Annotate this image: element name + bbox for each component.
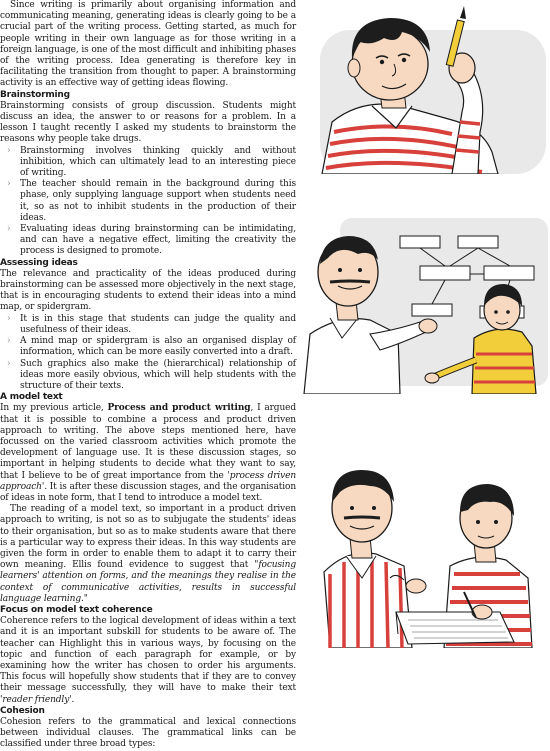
- assessing-ideas-paragraph: The relevance and practicality of the ideas produced during brainstorming can be assessed more objectively in the next stage, that is in encouraging students to extend their ideas into a mind map, or spidergram.: [0, 268, 296, 313]
- model-text-paragraph-1: [0, 403, 296, 504]
- article-title-reference: Process and product writing: [107, 403, 251, 414]
- mind-map-illustration: [300, 214, 548, 394]
- bullet-item: › The teacher should remain in the background during this phase, only supplying language support when students need it, so as not to inhibit students in the production of their ideas.: [20, 179, 296, 224]
- model-p2-part-a: The reading of a model text, so important in a product driven approach to writing, is not so as to subjugate the students' ideas to their organisation, but so as to make students aware that there is a particular way to express their ideas. In this way students are given the form in order to enable them to adapt it to carry their own meaning. Ellis found evidence to suggest that: [0, 504, 296, 571]
- cohesion-paragraph: Cohesion refers to the grammatical and lexical connections between individual clauses. The grammatical links can be classified under three broad types:: [0, 717, 296, 750]
- coherence-paragraph: [0, 616, 296, 706]
- bullet-item: › It is in this stage that students can judge the quality and usefulness of their ideas.: [20, 314, 296, 336]
- mind-map-svg: [300, 214, 548, 394]
- reader-friendly-phrase: 'reader friendly': [0, 694, 72, 705]
- model-text-heading: A model text: [0, 392, 63, 403]
- model-p1-part-a: In my previous article,: [0, 403, 108, 414]
- assessing-bullet-list: [0, 314, 296, 392]
- model-p1-part-b: , I argued that it is possible to combine a process and product driven approach to writing. The above steps mentioned here, have focussed on the varied classroom activities which promote the development of language use. It is these discussion stages, so important in helping students to decide what they want to say, that I believe to be of great importance from the ': [0, 403, 296, 481]
- brainstorming-bullet-list: [0, 146, 296, 258]
- boy-thinking-illustration: [302, 2, 548, 174]
- brainstorming-heading: Brainstorming: [0, 89, 70, 100]
- cohesion-heading: Cohesion: [0, 705, 45, 716]
- intro-paragraph: Since writing is primarily about organising information and communicating meaning, generating ideas is clearly going to be a crucial part of the writing process. Getting started, as much for people writing in their own language as for those writing in a foreign language, is one of the most difficult and inhibiting phases of the writing process. Idea generating is therefore key in facilitating the transition from thought to paper. A brainstorming activity is an effective way of getting ideas flowing.: [0, 0, 296, 89]
- brainstorming-paragraph: Brainstorming consists of group discussion. Students might discuss an idea, the answer to or reasons for a problem. In a lesson I taught recently I asked my students to brainstorm the reasons why people take drugs.: [0, 100, 296, 145]
- writing-svg: [300, 462, 548, 648]
- bullet-item: › Brainstorming involves thinking quickly and without inhibition, which can ultimately lead to an interesting piece of writing.: [20, 146, 296, 180]
- ellis-quote: "focusing learners' attention on forms, and the meanings they realise in the context of communicative activities, results in successful language learning.": [0, 560, 296, 604]
- model-text-paragraph-2: [0, 504, 296, 605]
- model-p1-part-c: '. It is after these discussion stages, and the organisation of ideas in note form, that I tend to introduce a model text.: [0, 481, 296, 503]
- coherence-part-b: .: [71, 694, 75, 705]
- boy-thinking-svg: [302, 2, 548, 174]
- bullet-item: › A mind map or spidergram is also an organised display of information, which can be more easily converted into a draft.: [20, 336, 296, 358]
- assessing-ideas-heading: Assessing ideas: [0, 257, 78, 268]
- process-driven-approach-phrase: process driven approach: [0, 470, 296, 492]
- bullet-item: › Evaluating ideas during brainstorming can be intimidating, and can have a negative effect, limiting the creativity the process is designed to promote.: [20, 224, 296, 258]
- bullet-item: › Such graphics also make the (hierarchical) relationship of ideas more easily obvious, which will help students with the structure of their texts.: [20, 359, 296, 393]
- coherence-part-a: Coherence refers to the logical development of ideas within a text and it is an important subskill for students to be aware of. The teacher can Highlight this in various ways, by focusing on the topic and function of each paragraph for example, or by examining how the writer has chosen to order his arguments. This focus will hopefully show students that if they are to convey their message successfully, they will have to make their text: [0, 616, 296, 694]
- coherence-heading: Focus on model text coherence: [0, 604, 153, 615]
- writing-illustration: [300, 462, 548, 648]
